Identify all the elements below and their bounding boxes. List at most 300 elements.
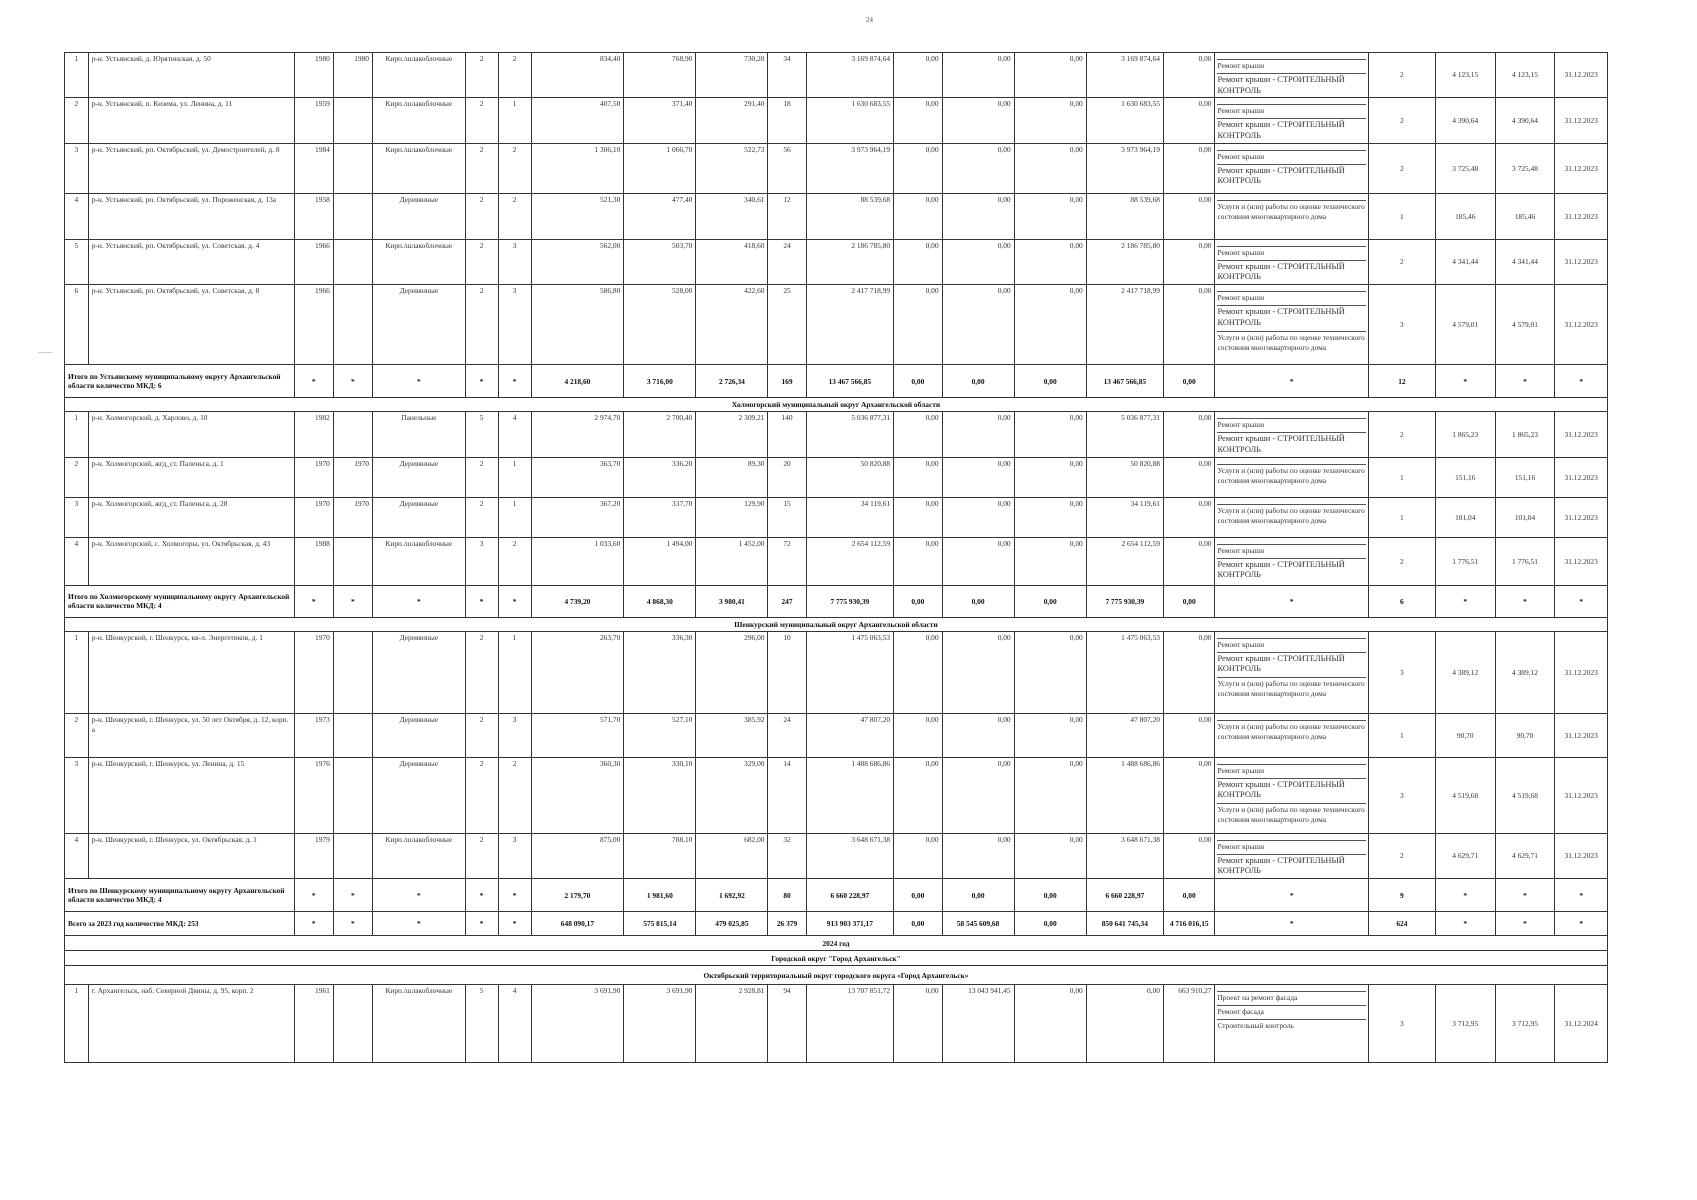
renovation-year-cell: 1970: [333, 457, 372, 497]
total-cost-cell: 13 467 566,85: [806, 365, 894, 398]
work-count-cell: 2: [1368, 833, 1435, 878]
floors-cell: 2: [465, 713, 498, 757]
work-count-cell: 3: [1368, 631, 1435, 713]
marker-cell: *: [1555, 879, 1608, 912]
table-row: [65, 713, 1608, 757]
entrances-cell: 2: [498, 193, 531, 239]
marker-cell: *: [465, 585, 498, 617]
fund-local-cell: 0,00: [1014, 239, 1086, 284]
fund-other-cell: 0,00: [1163, 285, 1215, 365]
floors-cell: 2: [465, 833, 498, 878]
renovation-year-cell: [333, 537, 372, 585]
residents-cell: 12: [768, 193, 806, 239]
total-area-cell: 363,70: [531, 457, 624, 497]
premises-area-cell: 2 700,40: [624, 412, 696, 457]
total-area-cell: 4 218,60: [531, 365, 624, 398]
fund-other-cell: 0,00: [1163, 53, 1215, 98]
commission-year-cell: 1982: [294, 412, 333, 457]
renovation-year-cell: 1980: [333, 53, 372, 98]
marker-cell: *: [372, 585, 465, 617]
fund-local-cell: 0,00: [1014, 631, 1086, 713]
unit-cost-cell: 4 390,64: [1435, 98, 1495, 143]
work-count-cell: 1: [1368, 457, 1435, 497]
work-type-item: Ремонт крыши - СТРОИТЕЛЬНЫЙ КОНТРОЛЬ: [1217, 854, 1365, 878]
work-type-item: Ремонт крыши: [1217, 291, 1365, 303]
fund-owners-cell: 1 475 063,53: [1086, 631, 1163, 713]
works-cell: [1215, 537, 1368, 585]
entrances-cell: 2: [498, 537, 531, 585]
floors-cell: 2: [465, 631, 498, 713]
fund-owners-cell: 1 488 686,86: [1086, 757, 1163, 833]
residents-cell: 15: [768, 497, 806, 537]
row-number-cell: 5: [65, 239, 89, 284]
fund-owners-cell: 3 648 671,38: [1086, 833, 1163, 878]
fund-federal-cell: 0,00: [894, 912, 942, 936]
total-cost-cell: 1 475 063,53: [806, 631, 894, 713]
work-type-item: Услуги и (или) работы по оценке технического состояния многоквартирного дома: [1217, 332, 1365, 352]
max-unit-cost-cell: 3 712,95: [1495, 985, 1555, 1063]
address-cell: р-н. Холмогорский, д. Харлово, д. 10: [88, 412, 294, 457]
premises-area-cell: 788,10: [624, 833, 696, 878]
residential-area-cell: 2 309,21: [696, 412, 768, 457]
fund-regional-cell: 0,00: [942, 365, 1014, 398]
section-header-row: [65, 966, 1608, 985]
fund-regional-cell: 0,00: [942, 833, 1014, 878]
renovation-year-cell: [333, 985, 372, 1063]
deadline-cell: 31.12.2023: [1555, 631, 1608, 713]
commission-year-cell: 1966: [294, 285, 333, 365]
unit-cost-cell: 4 123,15: [1435, 53, 1495, 98]
residential-area-cell: 682,00: [696, 833, 768, 878]
total-area-cell: 4 739,20: [531, 585, 624, 617]
renovation-year-cell: [333, 833, 372, 878]
renovation-year-cell: [333, 239, 372, 284]
table-row: [65, 985, 1608, 1063]
total-label-cell: Итого по Устьянскому муниципальному округу Архангельской области количество МКД: 6: [65, 365, 295, 398]
fund-other-cell: 0,00: [1163, 537, 1215, 585]
work-count-cell: 9: [1368, 879, 1435, 912]
section-header-row: [65, 951, 1608, 966]
marker-cell: *: [1215, 879, 1368, 912]
total-area-cell: 562,00: [531, 239, 624, 284]
fund-regional-cell: 13 043 941,45: [942, 985, 1014, 1063]
total-area-cell: 521,30: [531, 193, 624, 239]
address-cell: р-н. Шенкурский, г. Шенкурск, кв-л. Энергетиков, д. 1: [88, 631, 294, 713]
fund-regional-cell: 0,00: [942, 537, 1014, 585]
entrances-cell: 3: [498, 833, 531, 878]
max-unit-cost-cell: 4 390,64: [1495, 98, 1555, 143]
total-cost-cell: 88 539,68: [806, 193, 894, 239]
residents-cell: 25: [768, 285, 806, 365]
work-type-item: Ремонт крыши - СТРОИТЕЛЬНЫЙ КОНТРОЛЬ: [1217, 73, 1365, 97]
fund-other-cell: 0,00: [1163, 143, 1215, 193]
entrances-cell: 1: [498, 497, 531, 537]
fund-local-cell: 0,00: [1014, 143, 1086, 193]
premises-area-cell: 4 868,30: [624, 585, 696, 617]
work-type-item: Ремонт крыши: [1217, 544, 1365, 556]
premises-area-cell: 477,40: [624, 193, 696, 239]
renovation-year-cell: [333, 143, 372, 193]
total-cost-cell: 1 488 686,86: [806, 757, 894, 833]
fund-regional-cell: 0,00: [942, 193, 1014, 239]
residential-area-cell: 89,30: [696, 457, 768, 497]
work-type-item: Ремонт фасада: [1217, 1005, 1365, 1017]
year-header: 2024 год: [65, 936, 1608, 951]
fund-local-cell: 0,00: [1014, 757, 1086, 833]
premises-area-cell: 528,00: [624, 285, 696, 365]
work-type-item: Ремонт крыши: [1217, 104, 1365, 116]
unit-cost-cell: 4 341,44: [1435, 239, 1495, 284]
marker-cell: *: [1215, 365, 1368, 398]
work-count-cell: 1: [1368, 497, 1435, 537]
fund-owners-cell: 1 630 683,55: [1086, 98, 1163, 143]
residents-cell: 18: [768, 98, 806, 143]
work-type-item: Услуги и (или) работы по оценке технического состояния многоквартирного дома: [1217, 505, 1365, 525]
total-area-cell: 875,00: [531, 833, 624, 878]
fund-federal-cell: 0,00: [894, 143, 942, 193]
fund-federal-cell: 0,00: [894, 985, 942, 1063]
row-number-cell: 4: [65, 537, 89, 585]
wall-material-cell: Деревянные: [372, 713, 465, 757]
total-row: [65, 365, 1608, 398]
fund-other-cell: 0,00: [1163, 833, 1215, 878]
residential-area-cell: 479 025,85: [696, 912, 768, 936]
unit-cost-cell: 90,70: [1435, 713, 1495, 757]
fund-federal-cell: 0,00: [894, 193, 942, 239]
marker-cell: *: [1495, 585, 1555, 617]
work-type-item: Ремонт крыши: [1217, 246, 1365, 258]
fund-other-cell: 0,00: [1163, 457, 1215, 497]
work-type-item: Ремонт крыши - СТРОИТЕЛЬНЫЙ КОНТРОЛЬ: [1217, 260, 1365, 284]
wall-material-cell: Деревянные: [372, 757, 465, 833]
max-unit-cost-cell: 151,16: [1495, 457, 1555, 497]
fund-owners-cell: 850 641 745,34: [1086, 912, 1163, 936]
fund-owners-cell: 13 467 566,85: [1086, 365, 1163, 398]
fund-federal-cell: 0,00: [894, 585, 942, 617]
wall-material-cell: Панельные: [372, 412, 465, 457]
residents-cell: 72: [768, 537, 806, 585]
max-unit-cost-cell: 90,70: [1495, 713, 1555, 757]
total-cost-cell: 47 807,20: [806, 713, 894, 757]
entrances-cell: 4: [498, 412, 531, 457]
deadline-cell: 31.12.2023: [1555, 497, 1608, 537]
fund-other-cell: 663 910,27: [1163, 985, 1215, 1063]
work-type-item: Ремонт крыши: [1217, 638, 1365, 650]
deadline-cell: 31.12.2024: [1555, 985, 1608, 1063]
table-row: [65, 285, 1608, 365]
total-area-cell: 2 974,70: [531, 412, 624, 457]
fund-regional-cell: 0,00: [942, 412, 1014, 457]
work-type-item: Ремонт крыши: [1217, 59, 1365, 71]
fund-federal-cell: 0,00: [894, 412, 942, 457]
marker-cell: *: [372, 879, 465, 912]
total-area-cell: 571,70: [531, 713, 624, 757]
renovation-year-cell: [333, 412, 372, 457]
fund-other-cell: 0,00: [1163, 239, 1215, 284]
work-type-item: Услуги и (или) работы по оценке технического состояния многоквартирного дома: [1217, 805, 1365, 824]
fund-other-cell: 0,00: [1163, 412, 1215, 457]
wall-material-cell: Деревянные: [372, 193, 465, 239]
fund-local-cell: 0,00: [1014, 412, 1086, 457]
wall-material-cell: Кирп./шлакоблочные: [372, 143, 465, 193]
commission-year-cell: 1970: [294, 457, 333, 497]
work-type-item: Ремонт крыши - СТРОИТЕЛЬНЫЙ КОНТРОЛЬ: [1217, 652, 1365, 676]
row-number-cell: 3: [65, 497, 89, 537]
fund-other-cell: 0,00: [1163, 757, 1215, 833]
work-type-item: Ремонт крыши: [1217, 840, 1365, 852]
max-unit-cost-cell: 4 123,15: [1495, 53, 1555, 98]
fund-other-cell: 0,00: [1163, 193, 1215, 239]
fund-local-cell: 0,00: [1014, 537, 1086, 585]
total-cost-cell: 913 903 371,17: [806, 912, 894, 936]
marker-cell: *: [465, 912, 498, 936]
total-cost-cell: 3 973 964,19: [806, 143, 894, 193]
commission-year-cell: 1979: [294, 833, 333, 878]
fund-local-cell: 0,00: [1014, 457, 1086, 497]
wall-material-cell: Кирп./шлакоблочные: [372, 53, 465, 98]
premises-area-cell: 1 066,70: [624, 143, 696, 193]
total-area-cell: 834,40: [531, 53, 624, 98]
works-cell: [1215, 631, 1368, 713]
fund-regional-cell: 0,00: [942, 457, 1014, 497]
max-unit-cost-cell: 3 725,48: [1495, 143, 1555, 193]
unit-cost-cell: 1 865,23: [1435, 412, 1495, 457]
district-title: Шенкурский муниципальный округ Архангельской области: [65, 617, 1608, 631]
marker-cell: *: [465, 365, 498, 398]
repair-program-table: [64, 52, 1608, 1063]
fund-local-cell: 0,00: [1014, 53, 1086, 98]
wall-material-cell: Кирп./шлакоблочные: [372, 833, 465, 878]
marker-cell: *: [498, 365, 531, 398]
unit-cost-cell: 3 725,48: [1435, 143, 1495, 193]
deadline-cell: 31.12.2023: [1555, 412, 1608, 457]
renovation-year-cell: [333, 713, 372, 757]
address-cell: р-н. Устьянский, рп. Октябрьский, ул. Советская, д. 8: [88, 285, 294, 365]
total-area-cell: 1 033,60: [531, 537, 624, 585]
table-row: [65, 53, 1608, 98]
residents-cell: 32: [768, 833, 806, 878]
deadline-cell: 31.12.2023: [1555, 53, 1608, 98]
fund-local-cell: 0,00: [1014, 912, 1086, 936]
total-area-cell: 407,50: [531, 98, 624, 143]
renovation-year-cell: [333, 631, 372, 713]
marker-cell: *: [1495, 365, 1555, 398]
fund-regional-cell: 0,00: [942, 239, 1014, 284]
work-count-cell: 2: [1368, 143, 1435, 193]
okrug-header: Октябрьский территориальный округ городского округа «Город Архангельск»: [65, 966, 1608, 985]
residents-cell: 80: [768, 879, 806, 912]
fund-regional-cell: 0,00: [942, 98, 1014, 143]
deadline-cell: 31.12.2023: [1555, 757, 1608, 833]
fund-regional-cell: 0,00: [942, 497, 1014, 537]
row-number-cell: 4: [65, 833, 89, 878]
residential-area-cell: 730,20: [696, 53, 768, 98]
total-label-cell: Итого по Холмогорскому муниципальному округу Архангельской области количество МКД: 4: [65, 585, 295, 617]
deadline-cell: 31.12.2023: [1555, 537, 1608, 585]
max-unit-cost-cell: 185,46: [1495, 193, 1555, 239]
renovation-year-cell: [333, 285, 372, 365]
commission-year-cell: 1959: [294, 98, 333, 143]
fund-federal-cell: 0,00: [894, 98, 942, 143]
residential-area-cell: 3 980,41: [696, 585, 768, 617]
entrances-cell: 4: [498, 985, 531, 1063]
fund-federal-cell: 0,00: [894, 365, 942, 398]
fund-regional-cell: 0,00: [942, 757, 1014, 833]
premises-area-cell: 336,30: [624, 631, 696, 713]
fund-owners-cell: 34 119,61: [1086, 497, 1163, 537]
deadline-cell: 31.12.2023: [1555, 98, 1608, 143]
fund-owners-cell: 3 973 964,19: [1086, 143, 1163, 193]
residential-area-cell: 129,90: [696, 497, 768, 537]
work-count-cell: 3: [1368, 285, 1435, 365]
works-cell: [1215, 193, 1368, 239]
row-number-cell: 2: [65, 98, 89, 143]
residents-cell: 34: [768, 53, 806, 98]
fund-federal-cell: 0,00: [894, 879, 942, 912]
commission-year-cell: 1958: [294, 193, 333, 239]
residents-cell: 56: [768, 143, 806, 193]
residents-cell: 94: [768, 985, 806, 1063]
deadline-cell: 31.12.2023: [1555, 193, 1608, 239]
max-unit-cost-cell: 4 341,44: [1495, 239, 1555, 284]
wall-material-cell: Деревянные: [372, 285, 465, 365]
residents-cell: 247: [768, 585, 806, 617]
fund-federal-cell: 0,00: [894, 713, 942, 757]
residential-area-cell: 329,00: [696, 757, 768, 833]
marker-cell: *: [333, 912, 372, 936]
total-area-cell: 648 090,17: [531, 912, 624, 936]
entrances-cell: 2: [498, 53, 531, 98]
address-cell: р-н. Шенкурский, г. Шенкурск, ул. 50 лет Октября, д. 12, корп. а: [88, 713, 294, 757]
floors-cell: 2: [465, 757, 498, 833]
address-cell: р-н. Устьянский, рп. Октябрьский, ул. Демостроителей, д. 8: [88, 143, 294, 193]
table-row: [65, 193, 1608, 239]
fund-local-cell: 0,00: [1014, 365, 1086, 398]
work-type-item: Ремонт крыши - СТРОИТЕЛЬНЫЙ КОНТРОЛЬ: [1217, 118, 1365, 142]
total-row: [65, 585, 1608, 617]
row-number-cell: 2: [65, 457, 89, 497]
premises-area-cell: 527,10: [624, 713, 696, 757]
section-header-row: [65, 617, 1608, 631]
unit-cost-cell: 185,46: [1435, 193, 1495, 239]
premises-area-cell: 336,20: [624, 457, 696, 497]
address-cell: г. Архангельск, наб. Северной Двины, д. 95, корп. 2: [88, 985, 294, 1063]
fund-owners-cell: 5 036 877,31: [1086, 412, 1163, 457]
total-area-cell: 360,30: [531, 757, 624, 833]
works-cell: [1215, 53, 1368, 98]
fund-other-cell: 0,00: [1163, 631, 1215, 713]
table-row: [65, 457, 1608, 497]
work-count-cell: 2: [1368, 98, 1435, 143]
floors-cell: 2: [465, 98, 498, 143]
table-row: [65, 239, 1608, 284]
table-row: [65, 631, 1608, 713]
works-cell: [1215, 985, 1368, 1063]
district-title: Холмогорский муниципальный округ Архангельской области: [65, 398, 1608, 412]
fund-regional-cell: 58 545 609,68: [942, 912, 1014, 936]
work-count-cell: 2: [1368, 537, 1435, 585]
work-count-cell: 2: [1368, 53, 1435, 98]
unit-cost-cell: 1 776,51: [1435, 537, 1495, 585]
table-row: [65, 98, 1608, 143]
max-unit-cost-cell: 4 389,12: [1495, 631, 1555, 713]
fund-regional-cell: 0,00: [942, 631, 1014, 713]
total-label-cell: Итого по Шенкурскому муниципальному округу Архангельской области количество МКД: 4: [65, 879, 295, 912]
premises-area-cell: 371,40: [624, 98, 696, 143]
work-type-item: Услуги и (или) работы по оценке технического состояния многоквартирного дома: [1217, 721, 1365, 741]
address-cell: р-н. Шенкурский, г. Шенкурск, ул. Октябрьская, д. 1: [88, 833, 294, 878]
deadline-cell: 31.12.2023: [1555, 833, 1608, 878]
marker-cell: *: [1435, 365, 1495, 398]
total-cost-cell: 2 186 785,80: [806, 239, 894, 284]
work-count-cell: 3: [1368, 757, 1435, 833]
work-type-item: Строительный контроль: [1217, 1019, 1365, 1031]
address-cell: р-н. Устьянский, д. Юрятинская, д. 50: [88, 53, 294, 98]
fund-other-cell: 0,00: [1163, 879, 1215, 912]
entrances-cell: 1: [498, 631, 531, 713]
unit-cost-cell: 151,16: [1435, 457, 1495, 497]
total-cost-cell: 13 707 851,72: [806, 985, 894, 1063]
fund-local-cell: 0,00: [1014, 833, 1086, 878]
residents-cell: 140: [768, 412, 806, 457]
address-cell: р-н. Холмогорский, жгд_ст. Паленьга, д. 1: [88, 457, 294, 497]
work-type-item: Ремонт крыши: [1217, 150, 1365, 162]
entrances-cell: 2: [498, 143, 531, 193]
marker-cell: *: [465, 879, 498, 912]
fund-other-cell: 0,00: [1163, 713, 1215, 757]
unit-cost-cell: 4 629,71: [1435, 833, 1495, 878]
fund-federal-cell: 0,00: [894, 631, 942, 713]
work-count-cell: 2: [1368, 412, 1435, 457]
work-count-cell: 624: [1368, 912, 1435, 936]
total-cost-cell: 2 654 112,59: [806, 537, 894, 585]
commission-year-cell: 1973: [294, 713, 333, 757]
table-row: [65, 412, 1608, 457]
fund-other-cell: 0,00: [1163, 497, 1215, 537]
marker-cell: *: [1435, 879, 1495, 912]
fund-federal-cell: 0,00: [894, 757, 942, 833]
fund-regional-cell: 0,00: [942, 585, 1014, 617]
works-cell: [1215, 497, 1368, 537]
marker-cell: *: [1215, 585, 1368, 617]
residential-area-cell: 1 452,00: [696, 537, 768, 585]
wall-material-cell: Деревянные: [372, 457, 465, 497]
premises-area-cell: 768,90: [624, 53, 696, 98]
premises-area-cell: 330,10: [624, 757, 696, 833]
works-cell: [1215, 757, 1368, 833]
commission-year-cell: 1980: [294, 53, 333, 98]
unit-cost-cell: 4 579,01: [1435, 285, 1495, 365]
deadline-cell: 31.12.2023: [1555, 457, 1608, 497]
unit-cost-cell: 3 712,95: [1435, 985, 1495, 1063]
total-cost-cell: 1 630 683,55: [806, 98, 894, 143]
fund-local-cell: 0,00: [1014, 497, 1086, 537]
margin-mark: [38, 352, 52, 353]
fund-federal-cell: 0,00: [894, 285, 942, 365]
residential-area-cell: 2 726,34: [696, 365, 768, 398]
premises-area-cell: 1 981,60: [624, 879, 696, 912]
residents-cell: 169: [768, 365, 806, 398]
residential-area-cell: 296,00: [696, 631, 768, 713]
fund-owners-cell: 88 539,68: [1086, 193, 1163, 239]
floors-cell: 3: [465, 537, 498, 585]
entrances-cell: 2: [498, 757, 531, 833]
total-area-cell: 2 179,70: [531, 879, 624, 912]
table-row: [65, 497, 1608, 537]
work-type-item: Ремонт крыши - СТРОИТЕЛЬНЫЙ КОНТРОЛЬ: [1217, 305, 1365, 329]
fund-local-cell: 0,00: [1014, 193, 1086, 239]
residential-area-cell: 385,92: [696, 713, 768, 757]
